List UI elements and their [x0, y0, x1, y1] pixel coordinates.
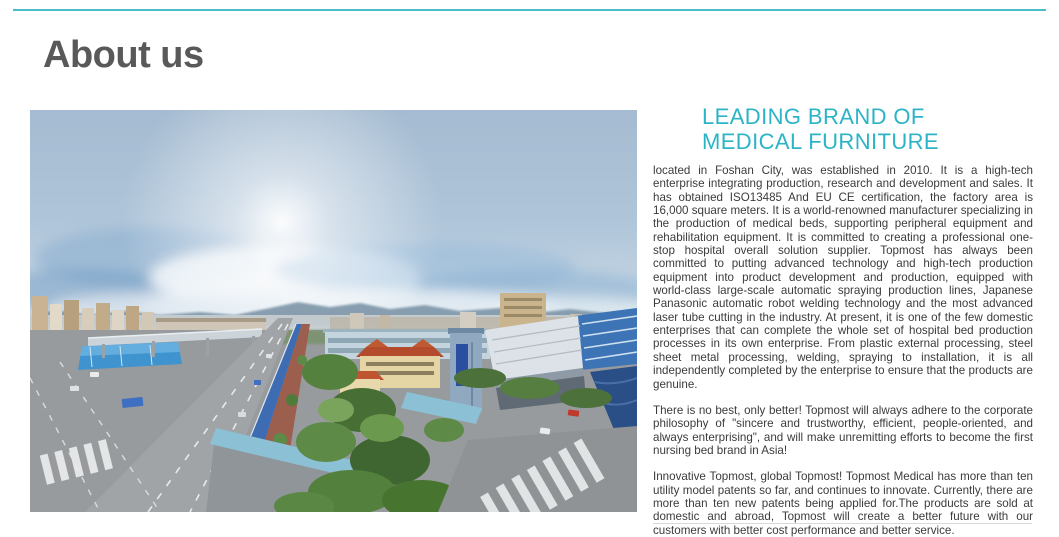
heading-line-2: MEDICAL FURNITURE	[702, 129, 939, 154]
section-heading	[702, 104, 1033, 154]
sky	[30, 110, 637, 324]
factory-panorama-photo	[30, 110, 637, 512]
about-content	[653, 104, 1033, 537]
content-bottom-divider	[653, 523, 1032, 524]
about-paragraph-1: located in Foshan City, was established in 2010. It is a high-tech enterprise integrating production, research and development and sales. It has obtained ISO13485 And EU CE certification, the factory area is 16,000 square meters. It is a world-renowned manufacturer specializing in the production of medical beds, supporting peripheral equipment and rehabilitation equipment. It is committed to creating a professional one-stop hospital overall solution supplier. Topmost has always been committed to putting advanced technology and high-tech production equipment into product development and production, equipped with world-class large-scale automatic spraying production lines, Japanese Panasonic automatic robot welding technology and the most advanced laser tube cutting in the industry. At present, it is one of the few domestic enterprises that can complete the whole set of hospital bed production processes in its own enterprise. From plastic external processing, steel sheet metal processing, welding, spraying to installation, it is all independently completed by the enterprise to ensure that the products are genuine.	[653, 164, 1033, 391]
factory-panorama-illustration	[30, 110, 637, 512]
top-accent-line	[13, 9, 1046, 11]
page-title: About us	[43, 34, 204, 76]
about-paragraph-2: There is no best, only better! Topmost will always adhere to the corporate philosophy of "sincere and trustworthy, efficient, people-oriented, and always enterprising", and will make unremitting efforts to become the first nursing bed brand in Asia!	[653, 403, 1033, 457]
about-paragraph-3: Innovative Topmost, global Topmost! Topmost Medical has more than ten utility model patents so far, and continues to innovate. Currently, there are more than ten new patents being applied for.The products are sold at domestic and abroad, Topmost will create a better future with our customers with better cost performance and better service.	[653, 470, 1033, 537]
heading-line-1: LEADING BRAND OF	[702, 104, 925, 129]
